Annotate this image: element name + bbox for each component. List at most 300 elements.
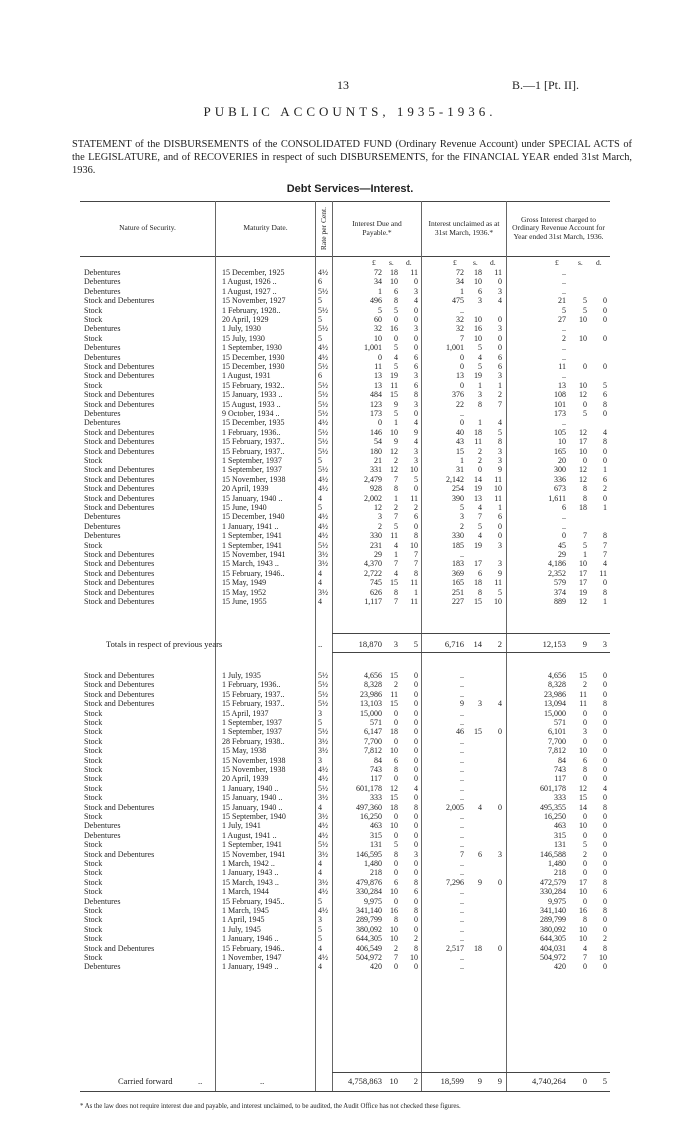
rate-per-cent: 4 [318, 493, 322, 503]
rate-per-cent: 3½ [318, 736, 328, 746]
unclaimed-pounds: 2,005 [446, 802, 464, 812]
due-pence: 0 [414, 484, 418, 494]
maturity-date: 1 November, 1947 [222, 953, 282, 962]
security-name: Stock [84, 783, 103, 793]
security-name: Stock and Debentures [84, 587, 155, 597]
gross-shillings: 0 [583, 774, 587, 784]
unclaimed-pence: 6 [498, 362, 502, 371]
rate-per-cent: 5½ [318, 727, 328, 737]
table-row [80, 812, 610, 821]
maturity-date: 1 January, 1943 .. [222, 868, 279, 878]
gross-pence: 0 [603, 924, 607, 934]
rate-per-cent: 4½ [318, 774, 328, 784]
due-pence: 7 [414, 550, 418, 559]
gross-pence: 8 [603, 587, 607, 597]
gross-shillings: 7 [583, 953, 587, 962]
table-row [80, 428, 610, 437]
gross-shillings: 17 [579, 437, 587, 447]
due-pounds: 463 [370, 821, 382, 831]
due-shillings: 10 [390, 924, 398, 934]
gross-shillings: 0 [583, 362, 587, 371]
unclaimed-pounds: .. [460, 953, 464, 962]
unclaimed-pounds: 5 [460, 503, 464, 512]
table-row [80, 390, 610, 399]
table-row [80, 334, 610, 343]
maturity-date: 1 February, 1936.. [222, 680, 281, 690]
unclaimed-pounds: .. [460, 755, 464, 765]
unclaimed-pence: 1 [498, 380, 502, 390]
due-pounds: 484 [370, 390, 382, 400]
maturity-date: 20 April, 1939 [222, 774, 269, 784]
unclaimed-pence: 2 [498, 390, 502, 400]
maturity-date: 1 September, 1941 [222, 531, 282, 541]
unclaimed-pounds: 7,296 [446, 877, 464, 887]
rate-per-cent: 3½ [318, 849, 328, 859]
security-name: Stock [84, 793, 103, 803]
gross-pounds: .. [562, 371, 566, 381]
due-pounds: 1,001 [364, 343, 382, 353]
unclaimed-pounds: .. [460, 793, 464, 803]
rate-per-cent: 5½ [318, 362, 328, 371]
due-pounds: 13,103 [360, 699, 382, 709]
page-number: 13 [337, 78, 349, 92]
due-shillings: 10 [390, 887, 398, 897]
lsd-shillings: s. [389, 258, 394, 267]
due-pounds: 571 [370, 718, 382, 727]
gross-shillings: 8 [583, 493, 587, 503]
gross-shillings: 19 [579, 587, 587, 597]
gross-pence: 0 [603, 840, 607, 850]
gross-pounds: 105 [554, 427, 566, 437]
unclaimed-shillings: 2 [478, 446, 482, 456]
unclaimed-pence: 9 [498, 465, 502, 475]
gross-pence: 8 [603, 437, 607, 447]
due-shillings: 5 [394, 343, 398, 353]
table-row [80, 353, 610, 362]
unclaimed-pence: 0 [498, 333, 502, 343]
due-shillings: 5 [394, 305, 398, 315]
due-pence: 0 [414, 277, 418, 287]
gross-pounds: 743 [554, 765, 566, 774]
unclaimed-pounds: 330 [452, 531, 464, 541]
gross-pounds: 571 [554, 718, 566, 727]
security-name: Stock [84, 718, 103, 727]
security-name: Stock [84, 755, 103, 765]
carried-gross: 5 [602, 1076, 607, 1086]
due-shillings: 10 [390, 934, 398, 944]
gross-pounds: 7,700 [548, 736, 566, 746]
unclaimed-shillings: 5 [478, 362, 482, 371]
due-pounds: 1 [378, 286, 382, 296]
unclaimed-pence: 0 [498, 531, 502, 541]
gross-pounds: .. [562, 277, 566, 287]
due-pence: 6 [414, 380, 418, 390]
table-row [80, 906, 610, 915]
gross-shillings: 10 [579, 559, 587, 569]
security-name: Debentures [84, 512, 121, 522]
gross-pence: 0 [603, 718, 607, 727]
maturity-date: 15 March, 1943 .. [222, 877, 279, 887]
security-name: Stock [84, 708, 103, 718]
unclaimed-pounds: 3 [460, 512, 464, 522]
gross-shillings: 5 [583, 840, 587, 850]
gross-shillings: 1 [583, 550, 587, 559]
gross-shillings: 5 [583, 409, 587, 418]
maturity-date: 1 July, 1941 [222, 821, 261, 831]
due-pence: 4 [414, 437, 418, 447]
due-pounds: 380,092 [356, 924, 382, 934]
gross-shillings: 17 [579, 877, 587, 887]
total-due: 5 [413, 639, 418, 649]
gross-shillings: 5 [583, 540, 587, 550]
rate-per-cent: 3½ [318, 812, 328, 821]
unclaimed-pounds: 1,001 [446, 343, 464, 353]
unclaimed-pounds: 32 [456, 315, 464, 324]
table-row [80, 709, 610, 718]
security-name: Stock and Debentures [84, 578, 155, 588]
gross-shillings: 6 [583, 755, 587, 765]
gross-pounds: 108 [554, 390, 566, 400]
unclaimed-pence: 9 [498, 568, 502, 578]
unclaimed-pounds: .. [460, 765, 464, 774]
unclaimed-pounds: 15 [456, 446, 464, 456]
unclaimed-pounds: 32 [456, 324, 464, 334]
unclaimed-pounds: 1 [460, 286, 464, 296]
unclaimed-shillings: 18 [474, 578, 482, 588]
security-name: Stock and Debentures [84, 550, 155, 559]
due-pence: 8 [414, 906, 418, 915]
due-shillings: 7 [394, 512, 398, 522]
due-pounds: 231 [370, 540, 382, 550]
due-pounds: 84 [374, 755, 382, 765]
due-shillings: 8 [394, 765, 398, 774]
due-pence: 8 [414, 943, 418, 953]
due-pence: 5 [414, 474, 418, 484]
rate-per-cent: 5½ [318, 380, 328, 390]
gross-pounds: 1,611 [548, 493, 566, 503]
maturity-date: 15 April, 1937 [222, 708, 269, 718]
gross-pounds: 218 [554, 868, 566, 878]
security-name: Stock and Debentures [84, 474, 155, 484]
due-pence: 8 [414, 568, 418, 578]
carried-due: 10 [389, 1076, 398, 1086]
unclaimed-pounds: .. [460, 671, 464, 680]
due-pence: 0 [414, 521, 418, 531]
gross-pounds: 13,094 [544, 699, 566, 709]
due-pence: 0 [414, 343, 418, 353]
due-pounds: 6,147 [364, 727, 382, 737]
maturity-date: 15 November, 1941 [222, 550, 286, 559]
rate-per-cent: 3½ [318, 587, 328, 597]
gross-pounds: .. [562, 343, 566, 353]
maturity-date: 15 January, 1940 .. [222, 493, 283, 503]
rate-per-cent: 4½ [318, 512, 328, 522]
rate-per-cent: 6 [318, 371, 322, 381]
rate-per-cent: 4 [318, 578, 322, 588]
rate-per-cent: 4½ [318, 765, 328, 774]
gross-pounds: 330,284 [540, 887, 566, 897]
due-pounds: 4,370 [364, 559, 382, 569]
due-pence: 7 [414, 559, 418, 569]
rate-per-cent: 5½ [318, 324, 328, 334]
gross-shillings: 10 [579, 934, 587, 944]
maturity-date: 1 March, 1942 .. [222, 859, 275, 868]
unclaimed-pounds: .. [460, 689, 464, 699]
unclaimed-pounds: 72 [456, 268, 464, 277]
gross-pounds: 644,305 [540, 934, 566, 944]
table-row [80, 381, 610, 390]
unclaimed-shillings: 9 [478, 877, 482, 887]
security-name: Debentures [84, 409, 121, 418]
gross-pence: 6 [603, 887, 607, 897]
header-gross-interest: Gross Interest charged to Ordinary Revenue Account for Year ended 31st March, 1936. [512, 214, 605, 241]
gross-shillings: 0 [583, 812, 587, 821]
unclaimed-pounds: 2,517 [446, 943, 464, 953]
table-row [80, 859, 610, 868]
unclaimed-pounds: .. [460, 830, 464, 840]
gross-shillings: 10 [579, 380, 587, 390]
unclaimed-shillings: 4 [478, 352, 482, 362]
due-pounds: 15,000 [360, 708, 382, 718]
maturity-date: 1 September, 1941 [222, 540, 282, 550]
unclaimed-shillings: 11 [474, 437, 482, 447]
unclaimed-shillings: 3 [478, 390, 482, 400]
due-shillings: 11 [390, 689, 398, 699]
security-name: Stock and Debentures [84, 671, 155, 680]
unclaimed-pence: 5 [498, 427, 502, 437]
gross-shillings: 2 [583, 849, 587, 859]
due-pounds: 341,140 [356, 906, 382, 915]
gross-pence: 0 [603, 830, 607, 840]
unclaimed-shillings: 16 [474, 324, 482, 334]
due-pounds: 504,972 [356, 953, 382, 962]
due-pounds: 315 [370, 830, 382, 840]
due-pounds: 7,812 [364, 746, 382, 756]
security-name: Stock [84, 774, 103, 784]
carried-unclaimed: 9 [477, 1076, 482, 1086]
table-row [80, 343, 610, 352]
totals-label: Totals in respect of previous years [106, 639, 223, 649]
gross-shillings: 8 [583, 915, 587, 925]
due-shillings: 10 [390, 277, 398, 287]
gross-pounds: 173 [554, 409, 566, 418]
due-pence: 9 [414, 427, 418, 437]
table-row [80, 465, 610, 474]
unclaimed-pounds: .. [460, 783, 464, 793]
gross-pence: 4 [603, 559, 607, 569]
unclaimed-pounds: 376 [452, 390, 464, 400]
rate-per-cent: 4½ [318, 343, 328, 353]
rate-per-cent: 4½ [318, 531, 328, 541]
maturity-date: 15 June, 1940 [222, 503, 267, 512]
unclaimed-pounds: .. [460, 821, 464, 831]
unclaimed-pence: 0 [498, 802, 502, 812]
due-pounds: 218 [370, 868, 382, 878]
due-shillings: 1 [394, 493, 398, 503]
table-row [80, 756, 610, 765]
table-row [80, 737, 610, 746]
security-name: Stock and Debentures [84, 802, 155, 812]
due-shillings: 8 [394, 849, 398, 859]
unclaimed-pounds: .. [460, 736, 464, 746]
gross-shillings: 12 [579, 465, 587, 475]
due-shillings: 0 [394, 736, 398, 746]
due-shillings: 8 [394, 296, 398, 306]
gross-pence: 5 [603, 380, 607, 390]
rate-per-cent: 5½ [318, 390, 328, 400]
due-pence: 0 [414, 755, 418, 765]
due-pence: 10 [410, 540, 418, 550]
unclaimed-pounds: 0 [460, 380, 464, 390]
due-pounds: 13 [374, 371, 382, 381]
unclaimed-pounds: 7 [460, 333, 464, 343]
security-name: Stock [84, 868, 103, 878]
due-shillings: 2 [394, 503, 398, 512]
total-unclaimed: 2 [497, 639, 502, 649]
due-pence: 3 [414, 446, 418, 456]
maturity-date: 1 January, 1940 .. [222, 783, 279, 793]
due-shillings: 11 [390, 380, 398, 390]
unclaimed-pence: 0 [498, 343, 502, 353]
lsd-pence: d. [596, 258, 602, 267]
due-pence: 10 [410, 953, 418, 962]
rate-per-cent: 5½ [318, 540, 328, 550]
total-unclaimed: 6,716 [444, 639, 464, 649]
unclaimed-pence: 3 [498, 371, 502, 381]
gross-pounds: 20 [558, 456, 566, 465]
carried-gross: 4,740,264 [532, 1076, 566, 1086]
security-name: Stock [84, 906, 103, 915]
gross-pence: 8 [603, 877, 607, 887]
unclaimed-pence: 3 [498, 286, 502, 296]
gross-pounds: 101 [554, 399, 566, 409]
total-gross: 9 [582, 639, 587, 649]
unclaimed-pounds: 2 [460, 521, 464, 531]
unclaimed-pounds: 0 [460, 418, 464, 428]
gross-shillings: 8 [583, 484, 587, 494]
unclaimed-shillings: 4 [478, 531, 482, 541]
due-shillings: 5 [394, 409, 398, 418]
unclaimed-pounds: 2,142 [446, 474, 464, 484]
unclaimed-pounds: 34 [456, 277, 464, 287]
gross-pence: 0 [603, 896, 607, 906]
due-shillings: 15 [390, 390, 398, 400]
table-row [80, 793, 610, 802]
gross-pence: 8 [603, 399, 607, 409]
maturity-date: 15 May, 1952 [222, 587, 267, 597]
due-shillings: 12 [390, 783, 398, 793]
totals-dots: .. [318, 639, 323, 649]
due-pence: 0 [414, 830, 418, 840]
due-pounds: 21 [374, 456, 382, 465]
gross-pence: 0 [603, 578, 607, 588]
unclaimed-pounds: 185 [452, 540, 464, 550]
table-row [80, 447, 610, 456]
due-shillings: 1 [394, 418, 398, 428]
gross-pounds: .. [562, 418, 566, 428]
unclaimed-pence: 0 [498, 727, 502, 737]
due-shillings: 11 [390, 531, 398, 541]
due-pence: 0 [414, 868, 418, 878]
page-header [0, 78, 700, 94]
due-shillings: 5 [394, 362, 398, 371]
maturity-date: 1 September, 1937 [222, 465, 282, 475]
unclaimed-pounds: .. [460, 812, 464, 821]
due-pence: 6 [414, 887, 418, 897]
due-pounds: 330 [370, 531, 382, 541]
due-pence: 3 [414, 849, 418, 859]
maturity-date: 15 February, 1946.. [222, 568, 285, 578]
lsd-pence: d. [406, 258, 412, 267]
gross-pence: 10 [599, 953, 607, 962]
security-name: Debentures [84, 962, 121, 972]
maturity-date: 15 January, 1933 .. [222, 390, 283, 400]
security-name: Debentures [84, 521, 121, 531]
gross-pence: 0 [603, 859, 607, 868]
rate-per-cent: 4 [318, 802, 322, 812]
unclaimed-shillings: 4 [478, 802, 482, 812]
gross-shillings: 15 [579, 793, 587, 803]
gross-pounds: 504,972 [540, 953, 566, 962]
total-unclaimed: 14 [473, 639, 482, 649]
unclaimed-shillings: 19 [474, 371, 482, 381]
due-pounds: 289,799 [356, 915, 382, 925]
unclaimed-pounds: 475 [452, 296, 464, 306]
security-name: Stock and Debentures [84, 390, 155, 400]
due-pounds: 1,117 [364, 597, 382, 606]
gross-pounds: 374 [554, 587, 566, 597]
security-name: Stock [84, 315, 103, 324]
security-name: Debentures [84, 268, 121, 277]
security-name: Stock [84, 727, 103, 737]
totals-row [80, 638, 610, 650]
gross-shillings: 0 [583, 736, 587, 746]
due-shillings: 9 [394, 437, 398, 447]
due-pence: 0 [414, 962, 418, 972]
security-name: Stock [84, 456, 103, 465]
unclaimed-pounds: .. [460, 746, 464, 756]
security-name: Debentures [84, 531, 121, 541]
maturity-date: 15 August, 1933 .. [222, 399, 281, 409]
maturity-date: 15 December, 1935 [222, 418, 285, 428]
due-pounds: 34 [374, 277, 382, 287]
maturity-date: 15 September, 1940 [222, 812, 286, 821]
gross-pence: 1 [603, 465, 607, 475]
unclaimed-shillings: 18 [474, 268, 482, 277]
unclaimed-pounds: 369 [452, 568, 464, 578]
due-shillings: 12 [390, 465, 398, 475]
gross-pence: 0 [603, 736, 607, 746]
maturity-date: 28 February, 1938.. [222, 736, 285, 746]
maturity-date: 1 March, 1944 [222, 887, 269, 897]
gross-pence: 0 [603, 671, 607, 680]
unclaimed-pounds: 7 [460, 849, 464, 859]
lsd-pounds: £ [372, 258, 376, 267]
maturity-date: 1 August, 1931 [222, 371, 271, 381]
due-pounds: 928 [370, 484, 382, 494]
due-pence: 6 [414, 362, 418, 371]
security-name: Stock [84, 934, 103, 944]
due-pence: 8 [414, 802, 418, 812]
due-pounds: 745 [370, 578, 382, 588]
due-pence: 11 [410, 493, 418, 503]
gross-pounds: 6 [562, 503, 566, 512]
unclaimed-pence: 6 [498, 352, 502, 362]
unclaimed-pounds: 0 [460, 362, 464, 371]
due-shillings: 19 [390, 371, 398, 381]
due-pence: 4 [414, 418, 418, 428]
maturity-date: 1 September, 1937 [222, 456, 282, 465]
